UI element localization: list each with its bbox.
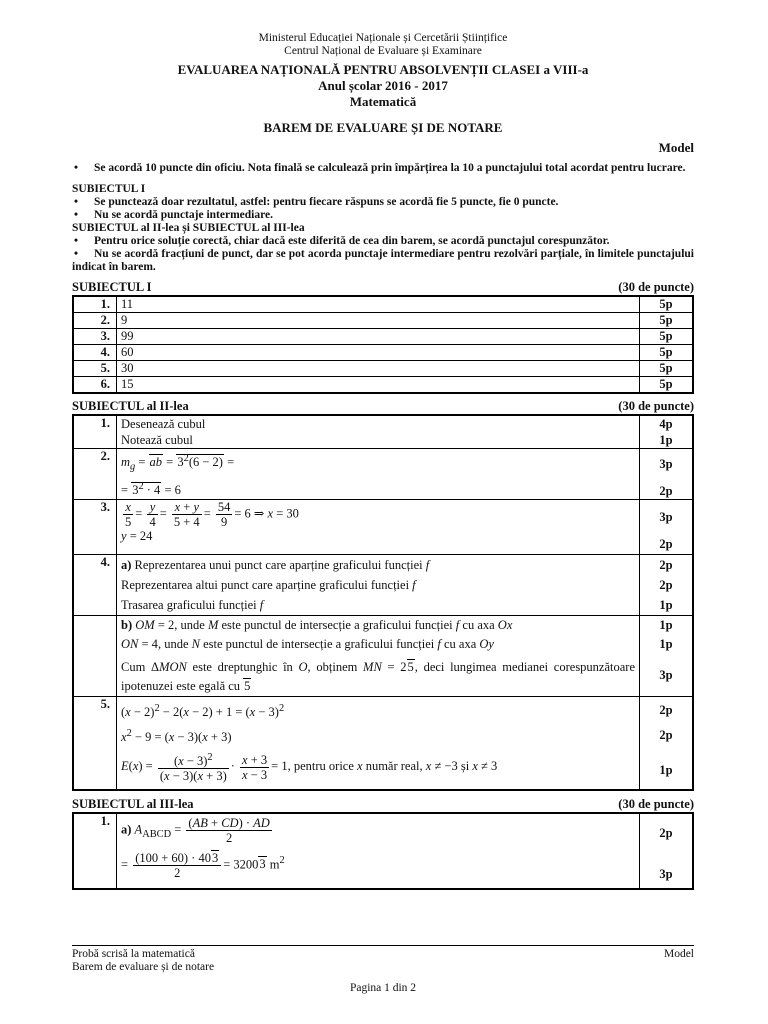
table-row xyxy=(73,313,693,329)
general-bullet-1: • Se acordă 10 puncte din oficiu. Nota finală se calculează prin împărțirea la 10 a punctajului total acordat pentru lucrare. xyxy=(74,162,686,174)
score: 4p xyxy=(659,417,673,431)
s3-title: SUBIECTUL al III-lea xyxy=(72,797,194,811)
item-number: 2. xyxy=(73,449,117,500)
page-number: Pagina 1 din 2 xyxy=(349,982,417,994)
score: 2p xyxy=(659,484,673,498)
score: 1p xyxy=(659,433,673,447)
center-line: Centrul Național de Evaluare și Examinare xyxy=(284,45,482,57)
answer: 60 xyxy=(117,345,640,361)
score: 5p xyxy=(640,377,694,394)
item-number: 3. xyxy=(73,329,117,345)
table-row xyxy=(73,361,693,377)
table-row xyxy=(73,813,693,889)
table-row xyxy=(73,296,693,313)
subject-name: Matematică xyxy=(349,94,417,109)
s1-rules-head: SUBIECTUL I xyxy=(72,183,146,195)
table-row xyxy=(73,345,693,361)
table-row xyxy=(73,377,693,394)
s3-points: (30 de puncte) xyxy=(618,797,694,811)
item-number: 4. xyxy=(73,345,117,361)
score: 3p xyxy=(659,668,673,682)
s2-points: (30 de puncte) xyxy=(618,399,694,413)
formula-cell: a) $A_{ABCD}$ = $\frac{(AB + CD) \cdot AD}{2}$ = $\frac{(100 + 60) \cdot 403}{2}$ = 32003 $m^2$ xyxy=(117,813,640,889)
formula-cell: $m_g$ = ab = $3^2(6 - 2)$ = = $3^2 \cdot 4 = 6$ xyxy=(117,449,640,500)
item-number: 1. xyxy=(73,296,117,313)
score: 2p xyxy=(659,578,673,592)
step-text: Notează cubul xyxy=(121,433,193,447)
item-number: 3. xyxy=(73,500,117,555)
score: 1p xyxy=(659,637,673,651)
step-text: Desenează cubul xyxy=(121,417,206,431)
s1-title-row xyxy=(72,280,694,295)
s1-title: SUBIECTUL I xyxy=(72,280,152,294)
page-title: BAREM DE EVALUARE ȘI DE NOTARE xyxy=(263,120,503,135)
item-number: 5. xyxy=(73,697,117,791)
formula-cell: $\frac{x}{5}$ = $\frac{y}{4}$ = $\frac{x + y}{5 + 4}$ = $\frac{54}{9}$ = 6 ⇒ x = 30 y = 24 xyxy=(117,500,640,555)
general-bullet-4: • Pentru orice soluție corectă, chiar dacă este diferită de cea din barem, se acordă punctajul corespunzător. xyxy=(74,235,610,247)
answer: 15 xyxy=(117,377,640,394)
score: 5p xyxy=(640,329,694,345)
general-bullet-3: • Nu se acordă punctaje intermediare. xyxy=(74,209,273,221)
exam-title: EVALUAREA NAȚIONALĂ PENTRU ABSOLVENȚII CLASEI a VIII-a xyxy=(177,62,589,77)
s1-table xyxy=(72,295,694,394)
footer xyxy=(72,945,694,995)
item-number: 2. xyxy=(73,313,117,329)
answer: 11 xyxy=(117,296,640,313)
footer-line-2: Barem de evaluare și de notare xyxy=(72,961,215,973)
s2-title: SUBIECTUL al II-lea xyxy=(72,399,189,413)
formula-cell: $(x - 2)^2 - 2(x - 2) + 1 = (x - 3)^2$ $x^2 - 9 = (x - 3)(x + 3)$ E(x) = $\frac{(x - 3)^2}{(x - 3)(x + 3)}$ · $\frac{x + 3}{x - 3}$ = 1, pentru orice x număr real, x ≠ −3 și x ≠ 3 xyxy=(117,697,640,791)
answer: 99 xyxy=(117,329,640,345)
table-row xyxy=(73,329,693,345)
general-bullet-2: • Se punctează doar rezultatul, astfel: pentru fiecare răspuns se acordă fie 5 puncte, fie 0 puncte. xyxy=(74,196,559,208)
page xyxy=(72,32,694,890)
s23-rules-head: SUBIECTUL al II-lea și SUBIECTUL al III-lea xyxy=(72,222,305,234)
item-number: 6. xyxy=(73,377,117,394)
school-year: Anul școlar 2016 - 2017 xyxy=(318,78,448,93)
item-number: 1. xyxy=(73,813,117,889)
general-bullet-5: • Nu se acordă fracțiuni de punct, dar se pot acorda punctaje intermediare pentru rezolvări parțiale, în limitele punctajului indicat în barem. xyxy=(72,248,694,273)
item-number: 5. xyxy=(73,361,117,377)
table-row xyxy=(73,449,693,500)
table-row xyxy=(73,555,693,616)
score: 5p xyxy=(640,361,694,377)
table-row xyxy=(73,500,693,555)
step-text: Trasarea graficului funcției xyxy=(121,598,257,612)
table-row xyxy=(73,415,693,449)
score: 5p xyxy=(640,313,694,329)
score: 1p xyxy=(659,618,673,632)
ministry-line: Ministerul Educației Naționale și Cercetării Științifice xyxy=(258,32,508,44)
score: 2p xyxy=(659,826,673,840)
score: 5p xyxy=(640,345,694,361)
table-row xyxy=(73,697,693,791)
answer: 30 xyxy=(117,361,640,377)
s2-title-row xyxy=(72,399,694,414)
model-label: Model xyxy=(658,140,694,155)
score: 1p xyxy=(659,598,673,612)
step-text: Reprezentarea altui punct care aparține graficului funcției xyxy=(121,578,410,592)
score: 3p xyxy=(659,867,673,881)
s3-title-row xyxy=(72,797,694,812)
item-number: 1. xyxy=(73,415,117,449)
score: 3p xyxy=(659,457,673,471)
step-text: Reprezentarea unui punct care aparține graficului funcției xyxy=(134,558,423,572)
score: 5p xyxy=(640,296,694,313)
score: 2p xyxy=(659,558,673,572)
s3-table xyxy=(72,812,694,890)
steps-cell: a) Reprezentarea unui punct care aparține graficului funcției f Reprezentarea altui punct care aparține graficului funcției f Trasarea graficului funcției f xyxy=(117,555,640,616)
score: 3p xyxy=(659,510,673,524)
score: 1p xyxy=(659,763,673,777)
score: 2p xyxy=(659,728,673,742)
footer-line-1: Probă scrisă la matematică xyxy=(72,948,195,960)
table-row xyxy=(73,616,693,697)
s2-table xyxy=(72,414,694,791)
answer: 9 xyxy=(117,313,640,329)
s1-points: (30 de puncte) xyxy=(618,280,694,294)
footer-model: Model xyxy=(663,948,694,960)
steps-cell: b) OM = 2, unde M este punctul de intersecție a graficului funcției f cu axa Ox ON = 4, unde N este punctul de intersecție a graficului funcției f cu axa Oy Cum ΔMON este dreptunghic în O, obținem MN = 25, deci lungimea medianei corespunzătoare ipotenuzei este egală cu 5 xyxy=(117,616,640,697)
score: 2p xyxy=(659,537,673,551)
item-number: 4. xyxy=(73,555,117,616)
score: 2p xyxy=(659,703,673,717)
